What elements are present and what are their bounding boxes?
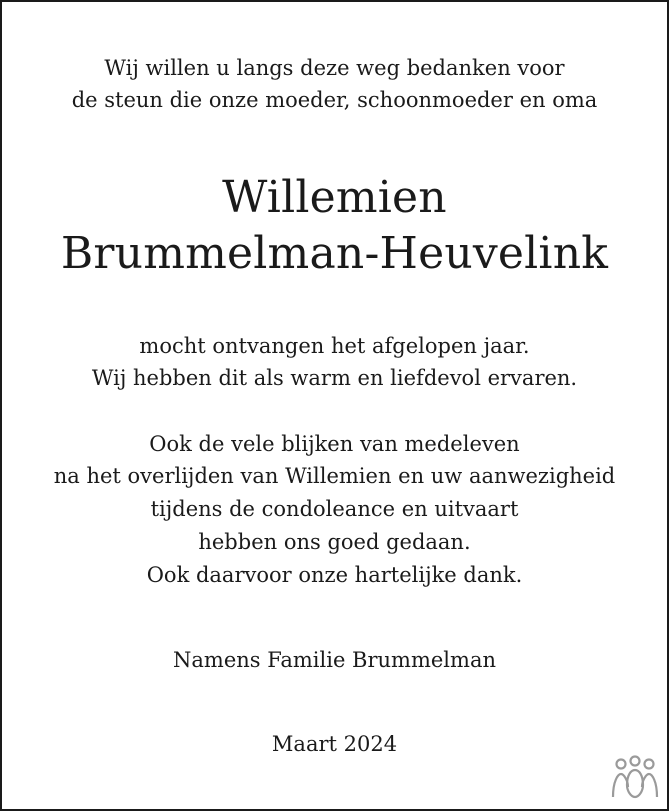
- para2-line-3: tijdens de condoleance en uitvaart: [150, 497, 519, 521]
- deceased-first-name: Willemien: [222, 172, 447, 223]
- date: Maart 2024: [271, 732, 398, 756]
- para2-line-4: hebben ons goed gedaan.: [198, 530, 471, 554]
- para2-line-2: na het overlijden van Willemien en uw aanwezigheid: [53, 464, 616, 488]
- intro-line-2: de steun die onze moeder, schoonmoeder en oma: [71, 88, 598, 112]
- para1-line-2: Wij hebben dit als warm en liefdevol ervaren.: [91, 366, 578, 390]
- signature: Namens Familie Brummelman: [173, 648, 496, 672]
- para2-line-5: Ook daarvoor onze hartelijke dank.: [146, 563, 523, 587]
- family-group-icon: [609, 755, 661, 801]
- para2-line-1: Ook de vele blijken van medeleven: [149, 432, 520, 456]
- para1-line-1: mocht ontvangen het afgelopen jaar.: [139, 334, 530, 358]
- intro-line-1: Wij willen u langs deze weg bedanken voor: [104, 56, 565, 80]
- deceased-surname: Brummelman-Heuvelink: [60, 228, 609, 279]
